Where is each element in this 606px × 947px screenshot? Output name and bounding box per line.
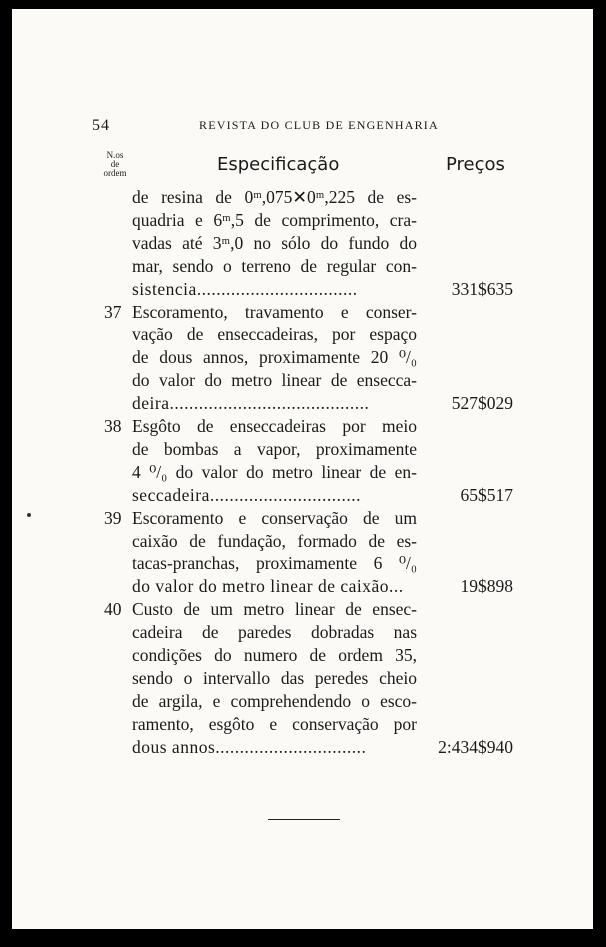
entry-text: dous annos............................... <box>132 736 367 757</box>
entry-line <box>12 506 593 530</box>
entry-line <box>12 437 593 461</box>
entry-line <box>12 277 593 301</box>
entry-text: cadeira de paredes dobradas nas <box>132 622 417 643</box>
print-speck <box>27 513 31 517</box>
page-number: 54 <box>92 117 110 134</box>
entry-text: Escoramento e conservação de um <box>132 507 417 528</box>
entry-text: do valor do metro linear de caixão... <box>132 576 404 597</box>
entry-text: condições do numero de ordem 35, <box>132 645 417 665</box>
entry-text: sendo o intervallo das peredes cheio <box>132 667 417 688</box>
entry-text: Esgôto de enseccadeiras por meio <box>132 416 417 436</box>
entry-line <box>12 460 593 484</box>
entry-number: 38 <box>104 416 122 436</box>
entry-price: 19$898 <box>460 576 513 597</box>
entry-line <box>12 231 593 255</box>
entry-number: 40 <box>104 599 122 620</box>
entry-line <box>12 529 593 553</box>
entry-text: sistencia................................. <box>132 278 358 299</box>
entry-line <box>12 483 593 507</box>
entry-text: vação de enseccadeiras, por espaço <box>132 324 417 345</box>
entry-line <box>12 735 593 759</box>
book-page <box>12 9 593 929</box>
column-header-prices: Preços <box>446 154 505 175</box>
entry-text: de dous annos, proximamente 20 ⁰/₀ <box>132 347 417 368</box>
column-header-specification: Especificação <box>217 154 340 175</box>
entry-text: deira......................................... <box>132 393 370 414</box>
entry-line <box>12 712 593 736</box>
entry-text: ramento, esgôto e conservação por <box>132 713 417 734</box>
entry-line <box>12 620 593 644</box>
entry-number: 37 <box>104 301 122 322</box>
journal-title: REVISTA DO CLUB DE ENGENHARIA <box>199 118 439 132</box>
section-rule <box>268 819 340 820</box>
entry-price: 331$635 <box>451 278 513 299</box>
entry-line <box>12 666 593 690</box>
entry-text: de resina de 0ᵐ,075✕0ᵐ,225 de es- <box>132 187 417 207</box>
column-header-ordem: N.os de ordem <box>103 150 127 178</box>
entry-text: seccadeira............................... <box>132 484 361 505</box>
entry-line <box>12 322 593 346</box>
entry-line <box>12 597 593 621</box>
entry-line <box>12 345 593 369</box>
entry-text: do valor do metro linear de ensecca- <box>132 370 417 391</box>
entry-text: Escoramento, travamento e conser- <box>132 301 417 322</box>
entry-text: vadas até 3ᵐ,0 no sólo do fundo do <box>132 232 417 253</box>
entry-line <box>12 185 593 209</box>
entry-text: mar, sendo o terreno de regular con- <box>132 255 417 276</box>
entry-price: 527$029 <box>451 393 513 414</box>
entry-line <box>12 551 593 575</box>
entry-line <box>12 689 593 713</box>
entry-line <box>12 574 593 598</box>
entry-text: tacas-pranchas, proximamente 6 ⁰/₀ <box>132 553 417 574</box>
entry-text: 4 ⁰/₀ do valor do metro linear de en- <box>132 461 417 482</box>
entry-text: quadria e 6ᵐ,5 de comprimento, cra- <box>132 209 417 230</box>
entry-line <box>12 300 593 324</box>
entry-text: caixão de fundação, formado de es- <box>132 530 417 551</box>
entry-line <box>12 643 593 667</box>
entry-text: de argila, e comprehendendo o esco- <box>132 690 417 711</box>
entry-line <box>12 391 593 415</box>
entry-line <box>12 208 593 232</box>
entry-price: 2:434$940 <box>438 736 513 757</box>
entry-price: 65$517 <box>460 484 513 505</box>
entry-line <box>12 368 593 392</box>
entry-line <box>12 254 593 278</box>
entry-text: Custo de um metro linear de ensec- <box>132 599 417 620</box>
entry-number: 39 <box>104 507 122 528</box>
entry-text: de bombas a vapor, proximamente <box>132 438 417 459</box>
entry-line <box>12 414 593 438</box>
